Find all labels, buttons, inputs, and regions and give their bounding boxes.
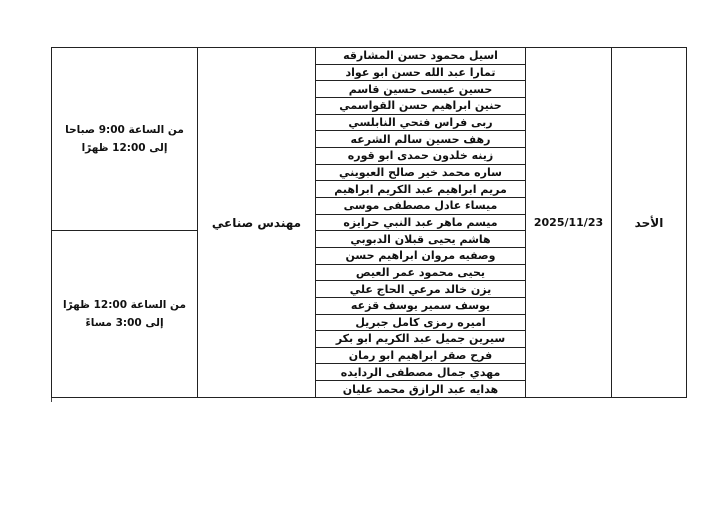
name-cell: ميسم ماهر عبد النبي حرايزه: [316, 214, 526, 231]
name-cell: حنين ابراهيم حسن القواسمي: [316, 97, 526, 114]
date-cell: 2025/11/23: [526, 48, 612, 398]
time-slot-afternoon: [52, 231, 198, 398]
name-cell: مهدي جمال مصطفى الردايده: [316, 364, 526, 381]
time-slot-start: من الساعة 12:00 ظهرًا: [62, 299, 187, 312]
exam-schedule-table: [51, 47, 687, 398]
name-cell: مريم ابراهيم عبد الكريم ابراهيم: [316, 181, 526, 198]
name-cell: اميره رمزى كامل جبريل: [316, 314, 526, 331]
table-row: [52, 48, 687, 65]
name-cell: يزن خالد مرعي الحاج علي: [316, 281, 526, 298]
name-cell: هدايه عبد الرازق محمد عليان: [316, 381, 526, 398]
name-cell: هاشم يحيى قبلان الدبوبي: [316, 231, 526, 248]
page-margin-rule: [51, 398, 52, 402]
name-cell: فرح صقر ابراهيم ابو رمان: [316, 347, 526, 364]
time-slot-end: إلى 3:00 مساءً: [85, 317, 164, 330]
role-cell: مهندس صناعي: [198, 48, 316, 398]
name-cell: تمارا عبد الله حسن ابو عواد: [316, 64, 526, 81]
name-cell: ربى فراس فتحي النابلسي: [316, 114, 526, 131]
time-slot-morning: [52, 48, 198, 231]
name-cell: حسين عيسى حسين قاسم: [316, 81, 526, 98]
name-cell: سيرين جميل عبد الكريم ابو بكر: [316, 331, 526, 348]
name-cell: ساره محمد خير صالح العبويني: [316, 164, 526, 181]
name-cell: زينه خلدون حمدى ابو قوره: [316, 147, 526, 164]
time-slot-start: من الساعة 9:00 صباحا: [65, 124, 184, 137]
day-cell: الأحد: [612, 48, 687, 398]
name-cell: وصفيه مروان ابراهيم حسن: [316, 247, 526, 264]
name-cell: يوسف سمير يوسف قزعه: [316, 297, 526, 314]
name-cell: اسيل محمود حسن المشارقه: [316, 48, 526, 65]
name-cell: رهف حسين سالم الشرعه: [316, 131, 526, 148]
name-cell: يحيى محمود عمر العيص: [316, 264, 526, 281]
time-slot-end: إلى 12:00 ظهرًا: [81, 142, 168, 155]
name-cell: ميساء عادل مصطفى موسى: [316, 197, 526, 214]
